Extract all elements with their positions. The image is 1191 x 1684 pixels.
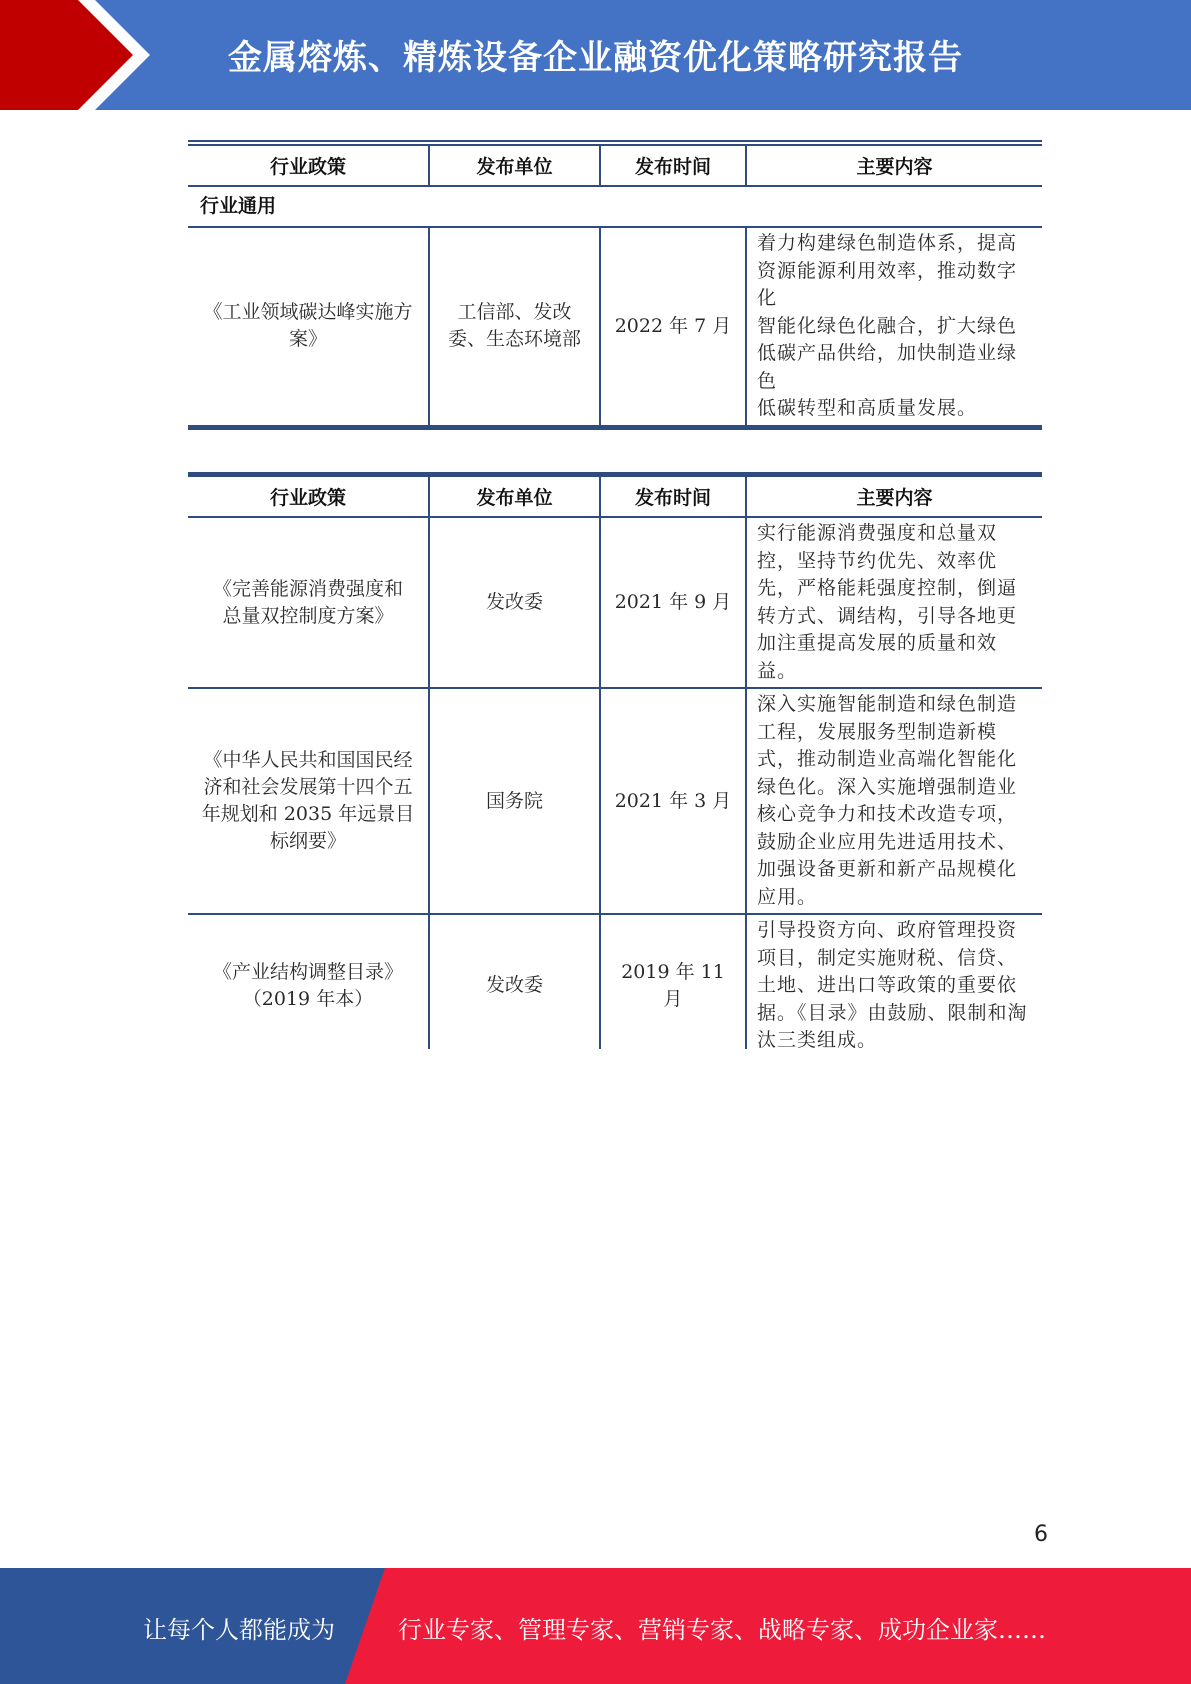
table-row: [188, 688, 1042, 914]
report-title: 金属熔炼、精炼设备企业融资优化策略研究报告: [228, 38, 963, 78]
policy-name: 《完善能源消费强度和总量双控制度方案》: [188, 517, 429, 688]
page-footer: [0, 1568, 1191, 1684]
content-line: 着力构建绿色制造体系，提高: [757, 232, 1018, 254]
issuer: 国务院: [429, 688, 600, 914]
policy-content: 引导投资方向、政府管理投资项目，制定实施财税、信贷、土地、进出口等政策的重要依据。《目录》由鼓励、限制和淘汰三类组成。: [746, 914, 1042, 1049]
issuer: 发改委: [429, 914, 600, 1049]
table-row: [188, 914, 1042, 1049]
issuer: 工信部、发改委、生态环境部: [429, 227, 600, 427]
col-header-policy: 行业政策: [188, 475, 429, 518]
issue-date: 2022 年 7 月: [600, 227, 746, 427]
issue-date: 2019 年 11 月: [600, 914, 746, 1049]
col-header-date: 发布时间: [600, 475, 746, 518]
content-line: 化: [757, 287, 778, 309]
policy-name: 《工业领域碳达峰实施方案》: [188, 227, 429, 427]
policy-content: 实行能源消费强度和总量双控，坚持节约优先、效率优先，严格能耗强度控制，倒逼转方式、调结构，引导各地更加注重提高发展的质量和效益。: [746, 517, 1042, 688]
content-line: 低碳转型和高质量发展。: [757, 397, 978, 419]
col-header-policy: 行业政策: [188, 143, 429, 186]
footer-slogan-left: 让每个人都能成为: [143, 1616, 335, 1644]
col-header-content: 主要内容: [746, 143, 1042, 186]
content-line: 智能化绿色化融合，扩大绿色: [757, 314, 1018, 337]
issue-date: 2021 年 3 月: [600, 688, 746, 914]
col-header-issuer: 发布单位: [429, 475, 600, 518]
policy-name: 《产业结构调整目录》（2019 年本）: [188, 914, 429, 1049]
issue-date: 2021 年 9 月: [600, 517, 746, 688]
issuer: 发改委: [429, 517, 600, 688]
policy-content: 深入实施智能制造和绿色制造工程，发展服务型制造新模式，推动制造业高端化智能化绿色化。深入实施增强制造业核心竞争力和技术改造专项，鼓励企业应用先进适用技术、加强设备更新和新产品规模化应用。: [746, 688, 1042, 914]
page-number: 6: [1034, 1522, 1048, 1547]
content-line: 低碳产品供给，加快制造业绿: [757, 342, 1018, 364]
col-header-issuer: 发布单位: [429, 143, 600, 186]
content-line: 资源能源利用效率，推动数字: [757, 259, 1018, 282]
policy-name: 《中华人民共和国国民经济和社会发展第十四个五年规划和 2035 年远景目标纲要》: [188, 688, 429, 914]
content-line: 色: [757, 369, 778, 392]
table-row: [188, 517, 1042, 688]
footer-slogan-right: 行业专家、管理专家、营销专家、战略专家、成功企业家……: [398, 1616, 1046, 1644]
section-label: 行业通用: [188, 186, 1042, 227]
policy-table-main: [188, 472, 1042, 1049]
col-header-content: 主要内容: [746, 475, 1042, 518]
col-header-date: 发布时间: [600, 143, 746, 186]
